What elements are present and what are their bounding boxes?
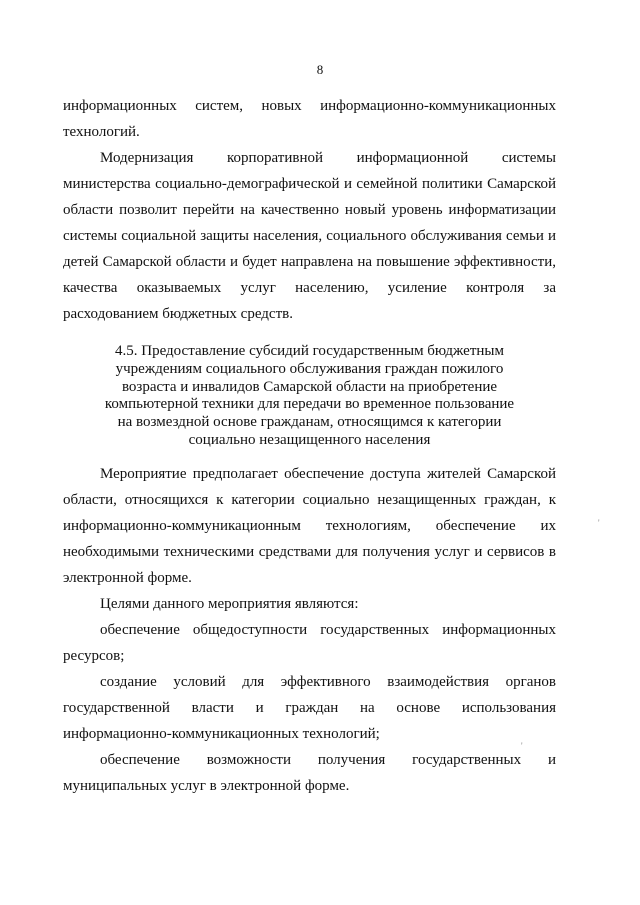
heading-line: компьютерной техники для передачи во временное пользование: [104, 396, 515, 413]
heading-line: на возмездной основе гражданам, относящимся к категории: [117, 414, 502, 431]
paragraph-goals-intro: Целями данного мероприятия являются:: [100, 596, 359, 612]
scan-speck: ': [598, 518, 600, 528]
heading-line: 4.5. Предоставление субсидий государственным бюджетным: [115, 343, 504, 359]
paragraph-measure: Мероприятие предполагает обеспечение доступа жителей Самарской области, относящихся к категории социально незащищенных граждан, к информационно-коммуникационным технологиям, обеспечение их необходимыми техническими средствами для получения услуг и сервисов в электронной форме.: [63, 466, 556, 586]
scan-speck: ': [521, 741, 523, 751]
page-number: 8: [316, 62, 324, 77]
paragraph-goal-2: создание условий для эффективного взаимодействия органов государственной власти и граждан на основе использования информационно-коммуникационных технологий;: [63, 674, 556, 742]
heading-line: социально незащищенного населения: [188, 431, 431, 448]
paragraph-goal-3: обеспечение возможности получения государственных и муниципальных услуг в электронной форме.: [63, 752, 556, 794]
paragraph-continuation: информационных систем, новых информационно-коммуникационных технологий.: [63, 98, 556, 140]
paragraph-modernization: Модернизация корпоративной информационной системы министерства социально-демографической и семейной политики Самарской области позволит перейти на качественно новый уровень информатизации системы социальной защиты населения, социального обслуживания семьи и детей Самарской области и будет направлена на повышение эффективности, качества оказываемых услуг населению, усиление контроля за расходованием бюджетных средств.: [63, 150, 556, 322]
heading-line: учреждениям социального обслуживания граждан пожилого: [115, 360, 504, 377]
paragraph-goal-1: обеспечение общедоступности государственных информационных ресурсов;: [63, 622, 556, 664]
top-text-block: [63, 93, 556, 327]
section-heading: [63, 343, 556, 450]
bottom-text-block: [63, 461, 556, 799]
heading-line: возраста и инвалидов Самарской области на приобретение: [121, 378, 498, 395]
